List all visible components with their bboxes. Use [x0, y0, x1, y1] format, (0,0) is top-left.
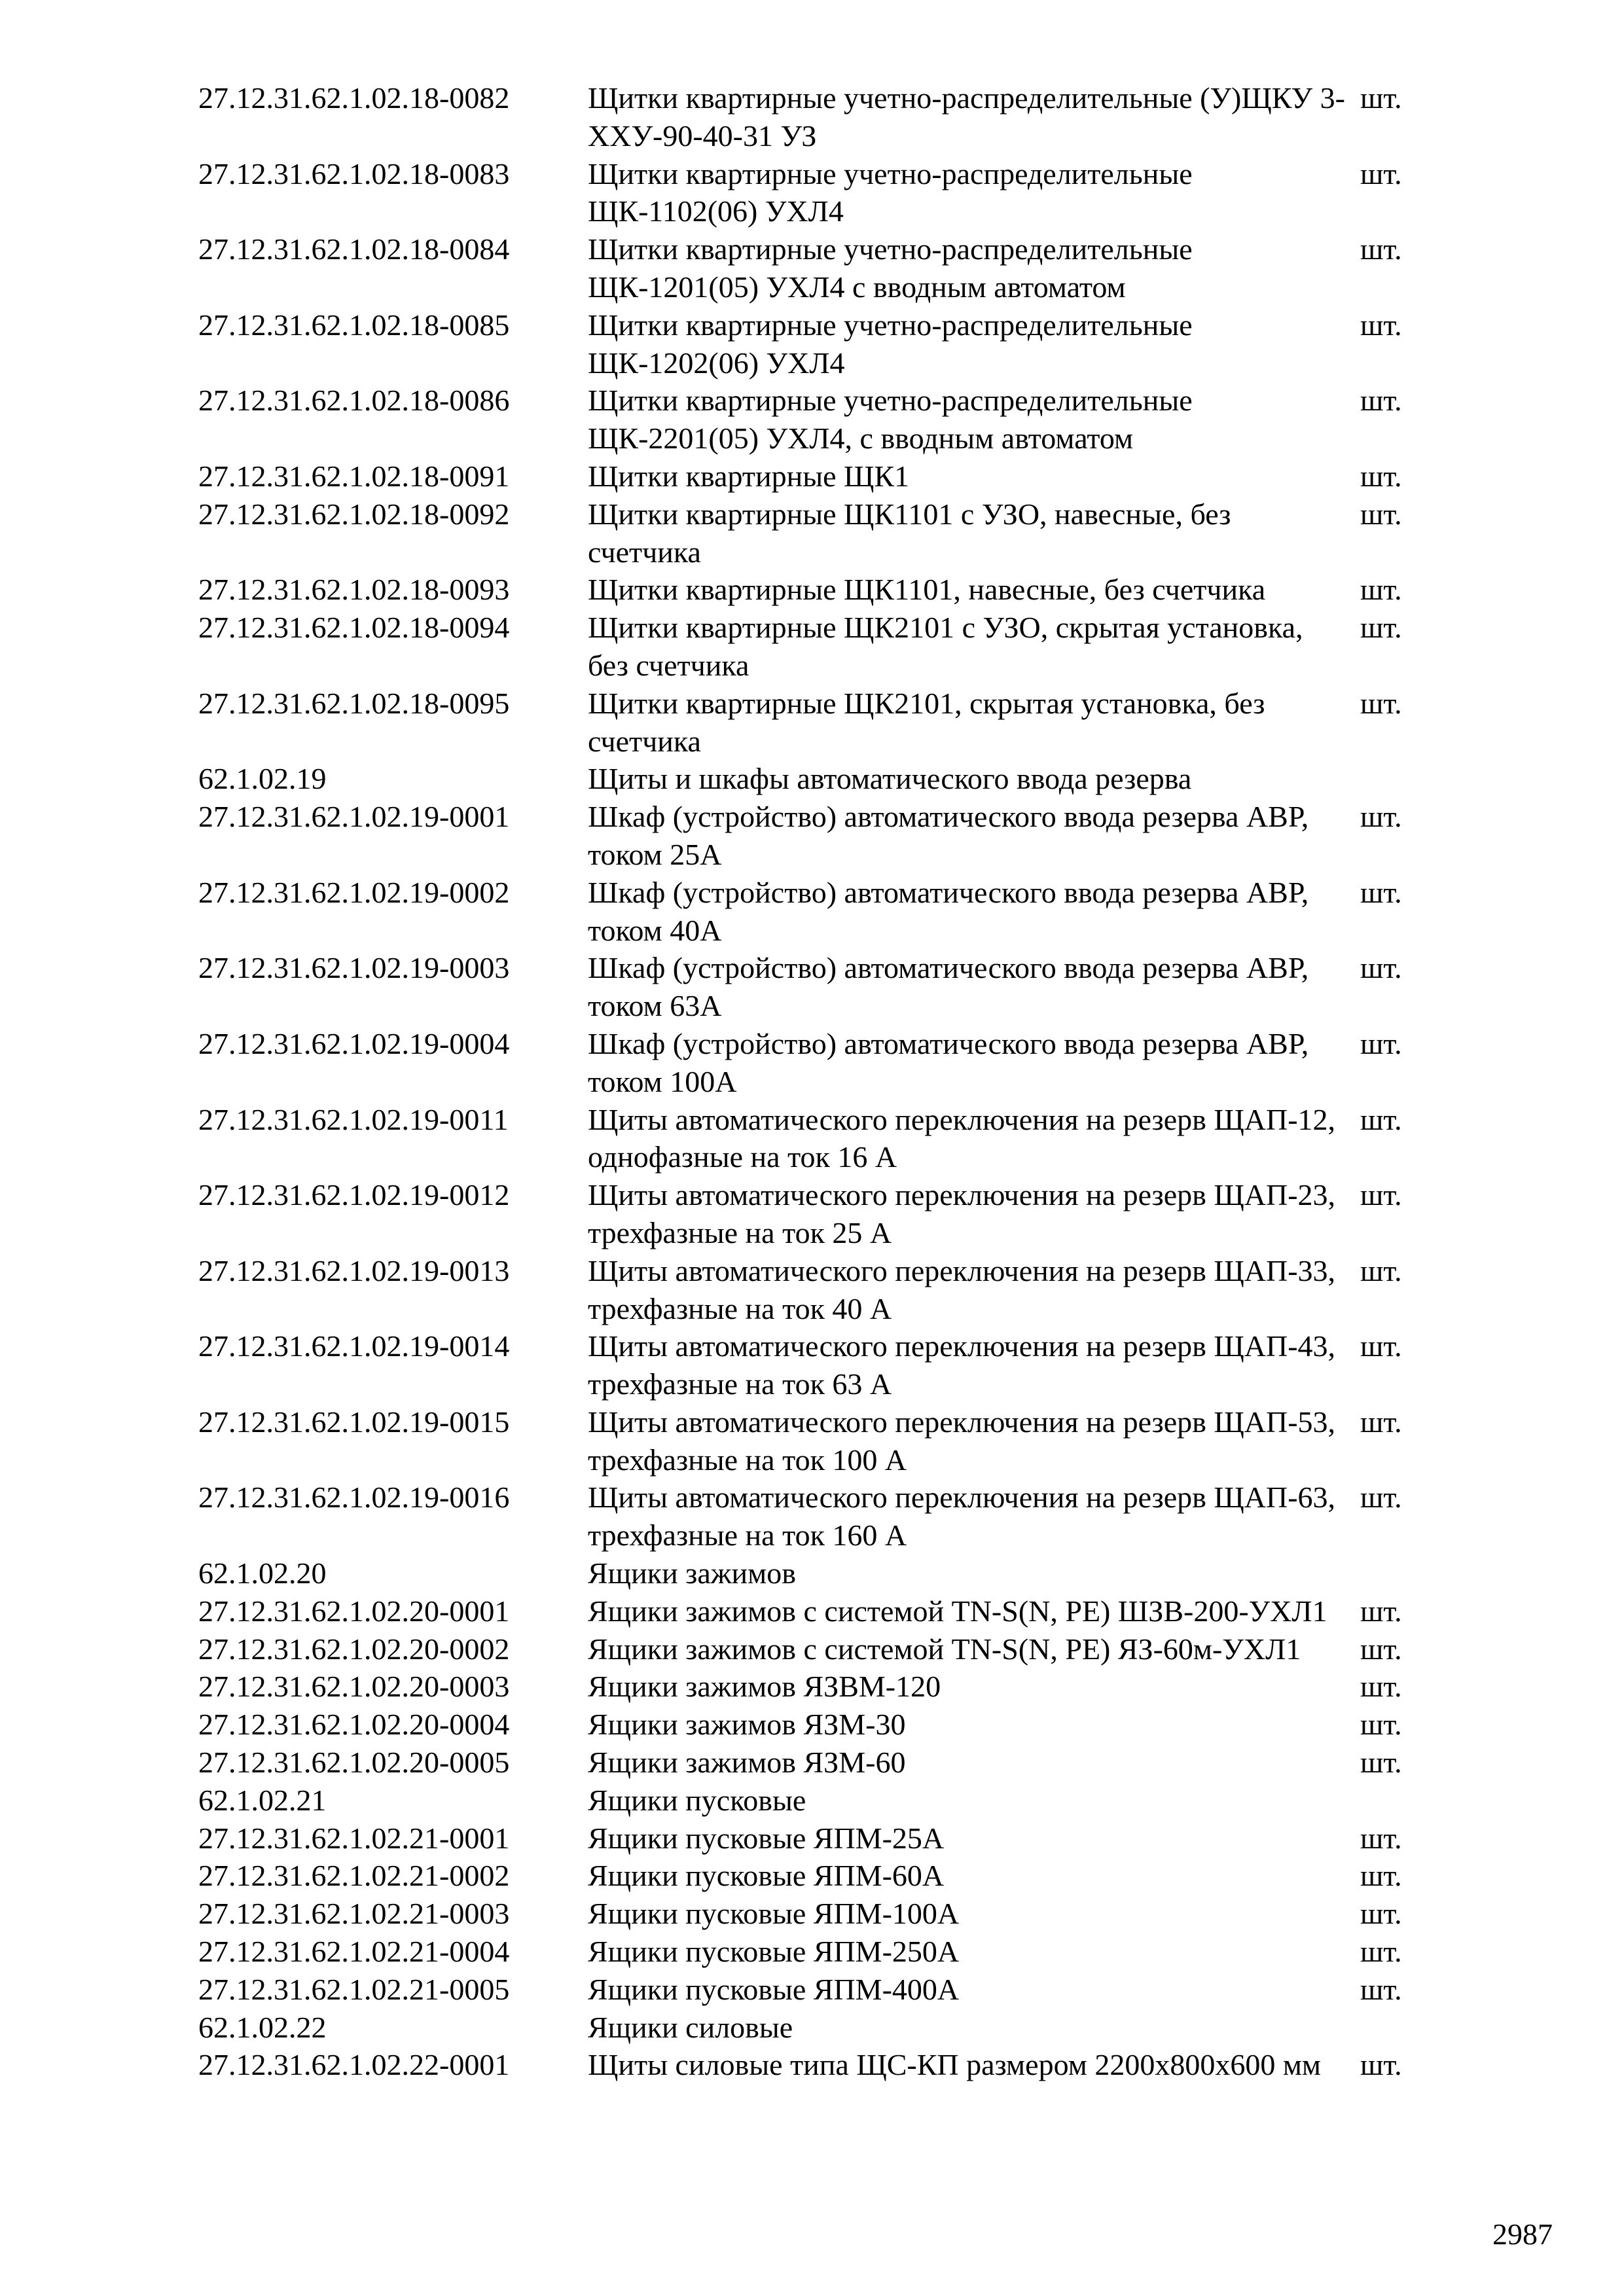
row-unit: шт.: [1360, 1253, 1402, 1287]
row-code: 27.12.31.62.1.02.19-0001: [198, 800, 510, 834]
table-row: [198, 609, 1442, 685]
row-unit: шт.: [1360, 308, 1402, 342]
row-unit: шт.: [1360, 1821, 1402, 1855]
row-unit: шт.: [1360, 611, 1402, 645]
row-name: Щиты и шкафы автоматического ввода резерва: [588, 762, 1192, 796]
row-name: Щитки квартирные ЩК1101, навесные, без счетчика: [588, 573, 1266, 607]
row-name: Ящики пусковые ЯПМ-250А: [588, 1935, 960, 1969]
row-unit: шт.: [1360, 1329, 1402, 1363]
row-name: Щиты автоматического переключения на резерв ЩАП-53, трехфазные на ток 100 А: [588, 1405, 1336, 1477]
row-code: 27.12.31.62.1.02.19-0015: [198, 1405, 510, 1439]
row-code: 27.12.31.62.1.02.18-0092: [198, 497, 510, 531]
table-row: [198, 79, 1442, 155]
row-code: 27.12.31.62.1.02.18-0082: [198, 81, 510, 115]
row-name: Ящики пусковые: [588, 1783, 806, 1817]
row-code: 27.12.31.62.1.02.19-0011: [198, 1102, 509, 1136]
row-unit: шт.: [1360, 686, 1402, 720]
row-code: 27.12.31.62.1.02.20-0002: [198, 1632, 510, 1666]
row-code: 27.12.31.62.1.02.18-0086: [198, 384, 510, 418]
table-row: [198, 571, 1442, 609]
row-name: Шкаф (устройство) автоматического ввода резерва АВР, током 40А: [588, 875, 1309, 947]
table-row: [198, 495, 1442, 571]
row-code: 27.12.31.62.1.02.19-0013: [198, 1253, 510, 1287]
row-unit: шт.: [1360, 232, 1402, 266]
row-name: Ящики зажимов ЯЗМ-30: [588, 1708, 906, 1742]
table-row: [198, 1479, 1442, 1554]
price-list-table: [198, 79, 1442, 2084]
row-unit: шт.: [1360, 1708, 1402, 1742]
row-name: Щитки квартирные ЩК1101 с УЗО, навесные, без счетчика: [588, 497, 1231, 569]
row-name: Ящики зажимов: [588, 1556, 797, 1590]
table-row: [198, 1857, 1442, 1895]
row-code: 27.12.31.62.1.02.18-0095: [198, 686, 510, 720]
row-code: 27.12.31.62.1.02.18-0083: [198, 156, 510, 190]
table-row: [198, 1101, 1442, 1177]
page-number: 2987: [1492, 2217, 1553, 2251]
row-name: Шкаф (устройство) автоматического ввода резерва АВР, током 100А: [588, 1026, 1309, 1098]
row-name: Щитки квартирные ЩК2101 с УЗО, скрытая установка, без счетчика: [588, 611, 1303, 682]
row-name: Щиты автоматического переключения на резерв ЩАП-33, трехфазные на ток 40 А: [588, 1253, 1336, 1325]
row-code: 27.12.31.62.1.02.18-0093: [198, 573, 510, 607]
row-name: Шкаф (устройство) автоматического ввода резерва АВР, током 63А: [588, 951, 1309, 1023]
row-code: 27.12.31.62.1.02.19-0014: [198, 1329, 510, 1363]
table-row: [198, 798, 1442, 874]
row-name: Ящики пусковые ЯПМ-60А: [588, 1859, 945, 1893]
table-row: [198, 1327, 1442, 1403]
row-code: 27.12.31.62.1.02.19-0004: [198, 1026, 510, 1060]
row-name: Щитки квартирные учетно-распределительные ЩК-1102(06) УХЛ4: [588, 156, 1193, 228]
row-unit: шт.: [1360, 156, 1402, 190]
table-row: [198, 1403, 1442, 1479]
table-row: [198, 1820, 1442, 1857]
row-name: Щиты автоматического переключения на резерв ЩАП-23, трехфазные на ток 25 А: [588, 1178, 1336, 1249]
row-name: Щиты автоматического переключения на резерв ЩАП-12, однофазные на ток 16 А: [588, 1102, 1336, 1174]
row-name: Щиты автоматического переключения на резерв ЩАП-63, трехфазные на ток 160 А: [588, 1480, 1336, 1552]
table-row: [198, 949, 1442, 1025]
row-name: Ящики зажимов ЯЗМ-60: [588, 1746, 906, 1780]
row-code: 27.12.31.62.1.02.18-0094: [198, 611, 510, 645]
row-name: Щиты силовые типа ЩС-КП размером 2200х800х600 мм: [588, 2048, 1322, 2082]
row-name: Щитки квартирные учетно-распределительные ЩК-2201(05) УХЛ4, с вводным автоматом: [588, 384, 1193, 456]
row-unit: шт.: [1360, 1405, 1402, 1439]
row-name: Ящики зажимов с системой TN-S(N, PE) ЯЗ-60м-УХЛ1: [588, 1632, 1301, 1666]
row-code: 27.12.31.62.1.02.20-0005: [198, 1746, 510, 1780]
table-row: [198, 1252, 1442, 1328]
table-row: [198, 1895, 1442, 1933]
row-unit: шт.: [1360, 1632, 1402, 1666]
section-header-row: [198, 2009, 1442, 2047]
table-row: [198, 457, 1442, 495]
row-name: Ящики зажимов ЯЗВМ-120: [588, 1670, 941, 1704]
row-code: 27.12.31.62.1.02.20-0001: [198, 1594, 510, 1628]
table-row: [198, 874, 1442, 950]
table-row: [198, 382, 1442, 457]
row-code: 27.12.31.62.1.02.18-0084: [198, 232, 510, 266]
row-unit: шт.: [1360, 1178, 1402, 1212]
row-code: 27.12.31.62.1.02.18-0091: [198, 459, 510, 493]
row-unit: [1360, 1554, 1442, 1592]
row-code: 27.12.31.62.1.02.21-0004: [198, 1935, 510, 1969]
row-unit: шт.: [1360, 573, 1402, 607]
row-code: 27.12.31.62.1.02.19-0002: [198, 875, 510, 909]
row-name: Ящики пусковые ЯПМ-100А: [588, 1897, 960, 1931]
table-row: [198, 306, 1442, 382]
table-row: [198, 1971, 1442, 2009]
row-name: Ящики силовые: [588, 2010, 793, 2044]
row-code: 62.1.02.22: [198, 2010, 327, 2044]
row-unit: шт.: [1360, 951, 1402, 985]
row-name: Ящики пусковые ЯПМ-25А: [588, 1821, 945, 1855]
row-code: 62.1.02.20: [198, 1556, 327, 1590]
table-row: [198, 1706, 1442, 1744]
row-unit: шт.: [1360, 459, 1402, 493]
section-header-row: [198, 1554, 1442, 1592]
row-code: 62.1.02.19: [198, 762, 327, 796]
row-unit: шт.: [1360, 1102, 1402, 1136]
table-row: [198, 685, 1442, 761]
table-row: [198, 1176, 1442, 1252]
row-code: 27.12.31.62.1.02.19-0012: [198, 1178, 510, 1212]
table-row: [198, 1630, 1442, 1668]
row-name: Щиты автоматического переключения на резерв ЩАП-43, трехфазные на ток 63 А: [588, 1329, 1336, 1401]
row-code: 27.12.31.62.1.02.21-0001: [198, 1821, 510, 1855]
row-name: Ящики зажимов с системой TN-S(N, PE) ШЗВ-200-УХЛ1: [588, 1594, 1327, 1628]
row-unit: шт.: [1360, 800, 1402, 834]
row-code: 27.12.31.62.1.02.22-0001: [198, 2048, 510, 2082]
row-unit: шт.: [1360, 384, 1402, 418]
row-unit: [1360, 760, 1442, 798]
row-unit: шт.: [1360, 1935, 1402, 1969]
section-header-row: [198, 1782, 1442, 1820]
row-name: Щитки квартирные ЩК2101, скрытая установка, без счетчика: [588, 686, 1265, 758]
table-row: [198, 1933, 1442, 1971]
row-unit: шт.: [1360, 1670, 1402, 1704]
row-code: 27.12.31.62.1.02.21-0003: [198, 1897, 510, 1931]
row-code: 27.12.31.62.1.02.19-0016: [198, 1480, 510, 1515]
row-code: 27.12.31.62.1.02.21-0002: [198, 1859, 510, 1893]
row-unit: шт.: [1360, 1480, 1402, 1515]
table-row: [198, 1592, 1442, 1630]
row-unit: [1360, 1782, 1442, 1820]
row-unit: шт.: [1360, 875, 1402, 909]
row-unit: шт.: [1360, 1972, 1402, 2006]
row-code: 27.12.31.62.1.02.20-0003: [198, 1670, 510, 1704]
row-unit: шт.: [1360, 81, 1402, 115]
row-name: Щитки квартирные учетно-распределительные ЩК-1202(06) УХЛ4: [588, 308, 1193, 380]
row-code: 27.12.31.62.1.02.20-0004: [198, 1708, 510, 1742]
row-unit: шт.: [1360, 1746, 1402, 1780]
section-header-row: [198, 760, 1442, 798]
table-row: [198, 1025, 1442, 1101]
row-code: 27.12.31.62.1.02.18-0085: [198, 308, 510, 342]
row-unit: шт.: [1360, 1859, 1402, 1893]
row-unit: шт.: [1360, 1594, 1402, 1628]
row-unit: шт.: [1360, 2048, 1402, 2082]
row-name: Ящики пусковые ЯПМ-400А: [588, 1972, 960, 2006]
row-unit: шт.: [1360, 497, 1402, 531]
row-code: 27.12.31.62.1.02.19-0003: [198, 951, 510, 985]
row-unit: шт.: [1360, 1026, 1402, 1060]
row-name: Шкаф (устройство) автоматического ввода резерва АВР, током 25А: [588, 800, 1309, 871]
row-code: 27.12.31.62.1.02.21-0005: [198, 1972, 510, 2006]
table-row: [198, 2046, 1442, 2084]
row-name: Щитки квартирные учетно-распределительные (У)ЩКУ 3-ХХУ-90-40-31 УЗ: [588, 81, 1345, 152]
table-row: [198, 230, 1442, 306]
row-unit: шт.: [1360, 1897, 1402, 1931]
table-row: [198, 155, 1442, 231]
row-name: Щитки квартирные учетно-распределительные ЩК-1201(05) УХЛ4 с вводным автоматом: [588, 232, 1193, 304]
row-name: Щитки квартирные ЩК1: [588, 459, 910, 493]
row-code: 62.1.02.21: [198, 1783, 327, 1817]
row-unit: [1360, 2009, 1442, 2047]
table-row: [198, 1668, 1442, 1706]
table-row: [198, 1744, 1442, 1782]
